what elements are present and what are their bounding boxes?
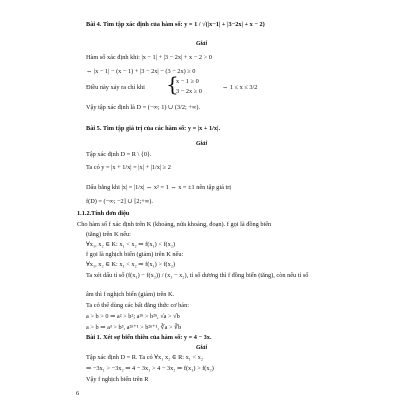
section-heading: 1.1.2.Tính đơn điệu (77, 210, 130, 217)
text-line: Tập xác định D = R \ {0}. (86, 151, 152, 158)
solution-heading: Giải (196, 40, 208, 47)
system-line: 3 − 2x ≥ 0 (176, 88, 202, 95)
exercise-1-title: Bài 1. Xét sự biến thiên của hàm số: y = 4 − 3x. (86, 334, 212, 341)
exercise-4-title: Bài 4. Tìm tập xác định của hàm số: y = 1 / √(|x−1| + |3−2x| + x − 2) (86, 21, 265, 28)
text-line: Ta xét dấu tỉ số (f(x₁) − f(x₂)) / (x₁ − x₂), tỉ số dương thì f đồng biến (tăng), còn nếu tỉ số (86, 272, 309, 279)
text-line: ∀x₁, x₂ ∈ K: x₁ < x₂ ⇒ f(x₁) < f(x₂) (86, 241, 176, 248)
page-number: 6 (76, 390, 80, 397)
text-line: Vậy f nghịch biến trên R (86, 376, 149, 383)
text-line: f(D) = (−∞; −2] ∪ [2;+∞). (86, 198, 153, 205)
text-line: a > b > 0 ⇒ a² > b²; a²ⁿ > b²ⁿ, √a > √b (86, 313, 180, 320)
text-line: ∀x₁, x₂ ∈ K: x₁ < x₂ ⇒ f(x₁) > f(x₂) (86, 261, 176, 268)
system-brace: { (166, 72, 179, 96)
exercise-5-title: Bài 5. Tìm tập giá trị của các hàm số: y = |x + 1/x|. (86, 125, 221, 132)
text-line: ⇔ |x − 1| − (x − 1) + |3 − 2x| − (3 − 2x) ≥ 0 (86, 68, 196, 75)
text-line: Hàm số xác định khi: |x − 1| + |3 − 2x| + x − 2 > 0 (86, 54, 212, 61)
text-line: Ta có y = |x + 1/x| = |x| + |1/x| ≥ 2 (86, 164, 171, 171)
text-line: Điều này xảy ra chỉ khi (86, 84, 145, 91)
text-line: Vậy tập xác định là D = (−∞; 1) ∪ (3/2; +∞). (86, 104, 201, 111)
solution-heading: Giải (196, 344, 208, 351)
text-line: Ta có thể dùng các bất đẳng thức cơ bản: (86, 302, 189, 309)
text-line: âm thì f nghịch biến (giảm) trên K. (86, 291, 175, 298)
text-line: Dấu bằng khi |x| = |1/x| ⇔ x² = 1 ⇔ x = ±1 nên tập giá trị (86, 184, 232, 191)
text-line: (tăng) trên K nếu: (86, 231, 131, 238)
text-line: Cho hàm số f xác định trên K (khoảng, nửa khoảng, đoạn). f gọi là đồng biến (77, 221, 272, 228)
system-line: x − 1 ≥ 0 (176, 78, 199, 85)
text-line: a > b ⇒ a³ > b³, a²ⁿ⁺¹ > b²ⁿ⁺¹, ∛a > ∛b (86, 324, 182, 331)
text-line: ⇔ 1 ≤ x ≤ 3/2 (222, 84, 258, 91)
text-line: ⇒ −3x₁ > −3x₂ ⇒ 4 − 3x₁ > 4 − 3x₂ ⇒ f(x₁) > f(x₂) (86, 365, 214, 372)
text-line: f gọi là nghịch biến (giảm) trên K nếu: (86, 251, 184, 258)
text-line: Tập xác định D = R. Ta có ∀x₁ x₂ ∈ R: x₁ < x₂ (86, 354, 204, 361)
solution-heading: Giải (196, 140, 208, 147)
